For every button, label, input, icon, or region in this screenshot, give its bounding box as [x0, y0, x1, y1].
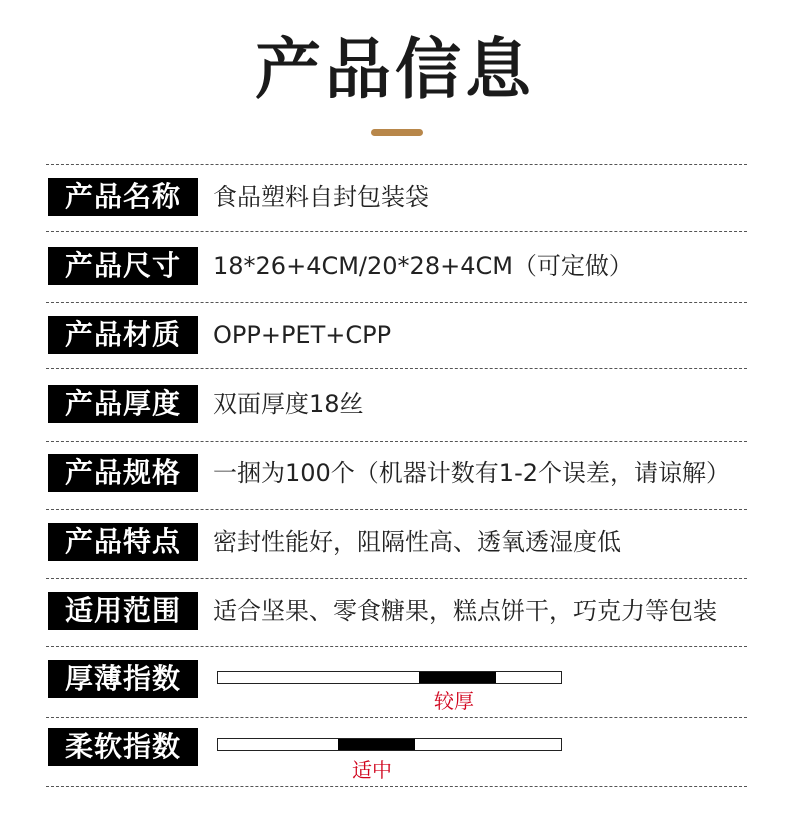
thickness-index-fill: [419, 672, 496, 683]
row-value: 密封性能好，阻隔性高、透氧透湿度低: [213, 528, 621, 556]
divider: [46, 368, 747, 369]
thickness-index-caption: 较厚: [434, 689, 474, 713]
thickness-index-bar: [217, 671, 562, 684]
divider: [46, 441, 747, 442]
row-label: 柔软指数: [48, 728, 198, 766]
row-label: 产品规格: [48, 454, 198, 492]
divider: [46, 302, 747, 303]
row-label: 产品特点: [48, 523, 198, 561]
divider: [46, 231, 747, 232]
softness-index-fill: [338, 739, 415, 750]
row-label: 产品厚度: [48, 385, 198, 423]
row-value: 一捆为100个（机器计数有1-2个误差，请谅解）: [213, 459, 731, 487]
divider: [46, 578, 747, 579]
row-value: 双面厚度18丝: [213, 390, 364, 418]
row-label: 产品材质: [48, 316, 198, 354]
row-value: 适合坚果、零食糖果，糕点饼干，巧克力等包装: [213, 597, 717, 625]
softness-index-caption: 适中: [352, 758, 392, 782]
page-title: 产品信息: [255, 31, 535, 108]
divider: [46, 646, 747, 647]
softness-index-bar: [217, 738, 562, 751]
divider: [46, 786, 747, 787]
row-value: OPP+PET+CPP: [213, 321, 392, 349]
row-label: 适用范围: [48, 592, 198, 630]
row-label: 产品名称: [48, 178, 198, 216]
title-underline-accent: [371, 129, 423, 136]
row-value: 18*26+4CM/20*28+4CM（可定做）: [213, 252, 633, 280]
divider: [46, 164, 747, 165]
row-label: 产品尺寸: [48, 247, 198, 285]
row-value: 食品塑料自封包装袋: [213, 183, 429, 211]
divider: [46, 717, 747, 718]
divider: [46, 509, 747, 510]
row-label: 厚薄指数: [48, 660, 198, 698]
